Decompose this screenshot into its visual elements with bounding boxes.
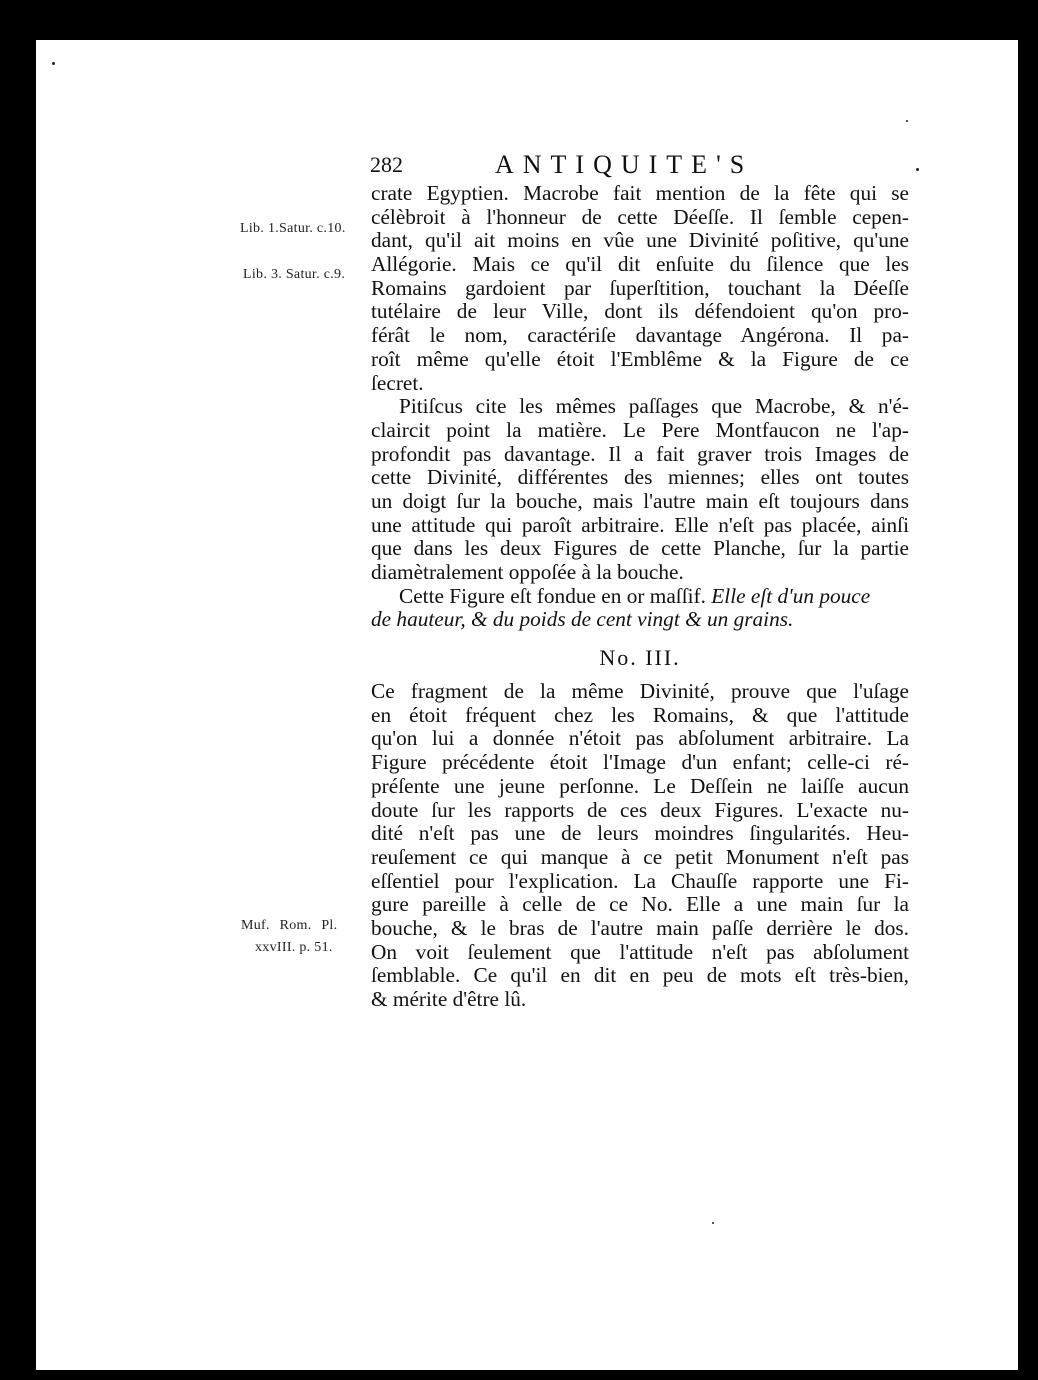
paragraph xyxy=(371,680,909,1012)
section-heading: No. III. xyxy=(599,645,681,671)
body-text xyxy=(371,182,909,1012)
text-line: que dans les deux Figures de cette Planche, ſur la partie xyxy=(371,536,909,561)
text-line: cette Divinité, différentes des miennes; elles ont toutes xyxy=(371,465,909,490)
text-line: qu'on lui a donnée n'étoit pas abſolument arbitraire. La xyxy=(371,726,909,751)
text-line: Pitiſcus cite les mêmes paſſages que Macrobe, & n'é- xyxy=(399,394,909,419)
text-line: & mérite d'être lû. xyxy=(371,987,527,1011)
text-line: préſente une jeune perſonne. Le Deſſein ne laiſſe aucun xyxy=(371,773,909,798)
roman-text: Cette Figure eſt fondue en or maſſif. xyxy=(399,583,706,608)
text-line: doute ſur les rapports de ces deux Figures. L'exacte nu- xyxy=(371,797,909,822)
text-line: profondit pas davantage. Il a fait graver trois Images de xyxy=(371,441,909,466)
text-line: claircit point la matière. Le Pere Montfaucon ne l'ap- xyxy=(371,417,909,442)
text-line: crate Egyptien. Macrobe fait mention de la fête qui se xyxy=(371,181,909,205)
text-line: férât le nom, caractériſe davantage Angérona. Il pa- xyxy=(371,323,909,348)
text-line: de hauteur, & du poids de cent vingt & un grains. xyxy=(371,607,794,632)
text-line: ſecret. xyxy=(371,370,424,395)
text-line: reuſement ce qui manque à ce petit Monument n'eſt pas xyxy=(371,844,909,869)
text-line: eſſentiel pour l'explication. La Chauſſe rapporte une Fi- xyxy=(371,868,909,893)
paragraph xyxy=(371,585,909,632)
text-line: Figure précédente étoit l'Image d'un enfant; celle-ci ré- xyxy=(371,750,909,775)
text-line: dant, qu'il ait moins en vûe une Divinité poſitive, qu'une xyxy=(371,228,909,253)
text-line: roît même qu'elle étoit l'Emblême & la Figure de ce xyxy=(371,346,909,371)
margin-note: xxvIII. p. 51. xyxy=(255,940,333,955)
page-number: 282 xyxy=(370,152,403,177)
text-line: en étoit fréquent chez les Romains, & que l'attitude xyxy=(371,702,909,727)
text-line: On voit ſeulement que l'attitude n'eſt pas abſolument xyxy=(371,939,909,964)
running-head: ANTIQUITE'S xyxy=(495,150,754,179)
text-line: une attitude qui paroît arbitraire. Elle n'eſt pas placée, ainſi xyxy=(371,512,909,537)
text-line: dité n'eſt pas une de leurs moindres ſingularités. Heu- xyxy=(371,821,909,846)
text-line: Allégorie. Mais ce qu'il dit enſuite du ſilence que les xyxy=(371,252,909,277)
text-line: gure pareille à celle de ce No. Elle a une main ſur la xyxy=(371,892,909,917)
text-line: Ce fragment de la même Divinité, prouve que l'uſage xyxy=(371,679,909,704)
italic-text: Elle eſt d'un pouce xyxy=(711,583,871,608)
text-line: ſemblable. Ce qu'il en dit en peu de mots eſt très-bien, xyxy=(371,963,909,988)
text-line: célèbroit à l'honneur de cette Déeſſe. Il ſemble cepen- xyxy=(371,204,909,229)
text-line: Romains gardoient par ſuperſtition, touchant la Déeſſe xyxy=(371,275,909,300)
paragraph xyxy=(371,182,909,395)
ink-speck xyxy=(712,1222,714,1224)
margin-note: Lib. 3. Satur. c.9. xyxy=(243,267,346,282)
text-line: un doigt ſur la bouche, mais l'autre main eſt toujours dans xyxy=(371,488,909,513)
text-line: bouche, & le bras de l'autre main paſſe derrière le dos. xyxy=(371,915,909,940)
text-line xyxy=(371,585,909,609)
ink-speck xyxy=(906,120,908,122)
text-line: tutélaire de leur Ville, dont ils défendoient qu'on pro- xyxy=(371,299,909,324)
margin-note: Lib. 1.Satur. c.10. xyxy=(240,221,346,236)
margin-note: Muf. Rom. Pl. xyxy=(241,918,338,933)
paragraph xyxy=(371,395,909,585)
ink-speck xyxy=(52,62,55,65)
text-line: diamètralement oppoſée à la bouche. xyxy=(371,560,684,584)
